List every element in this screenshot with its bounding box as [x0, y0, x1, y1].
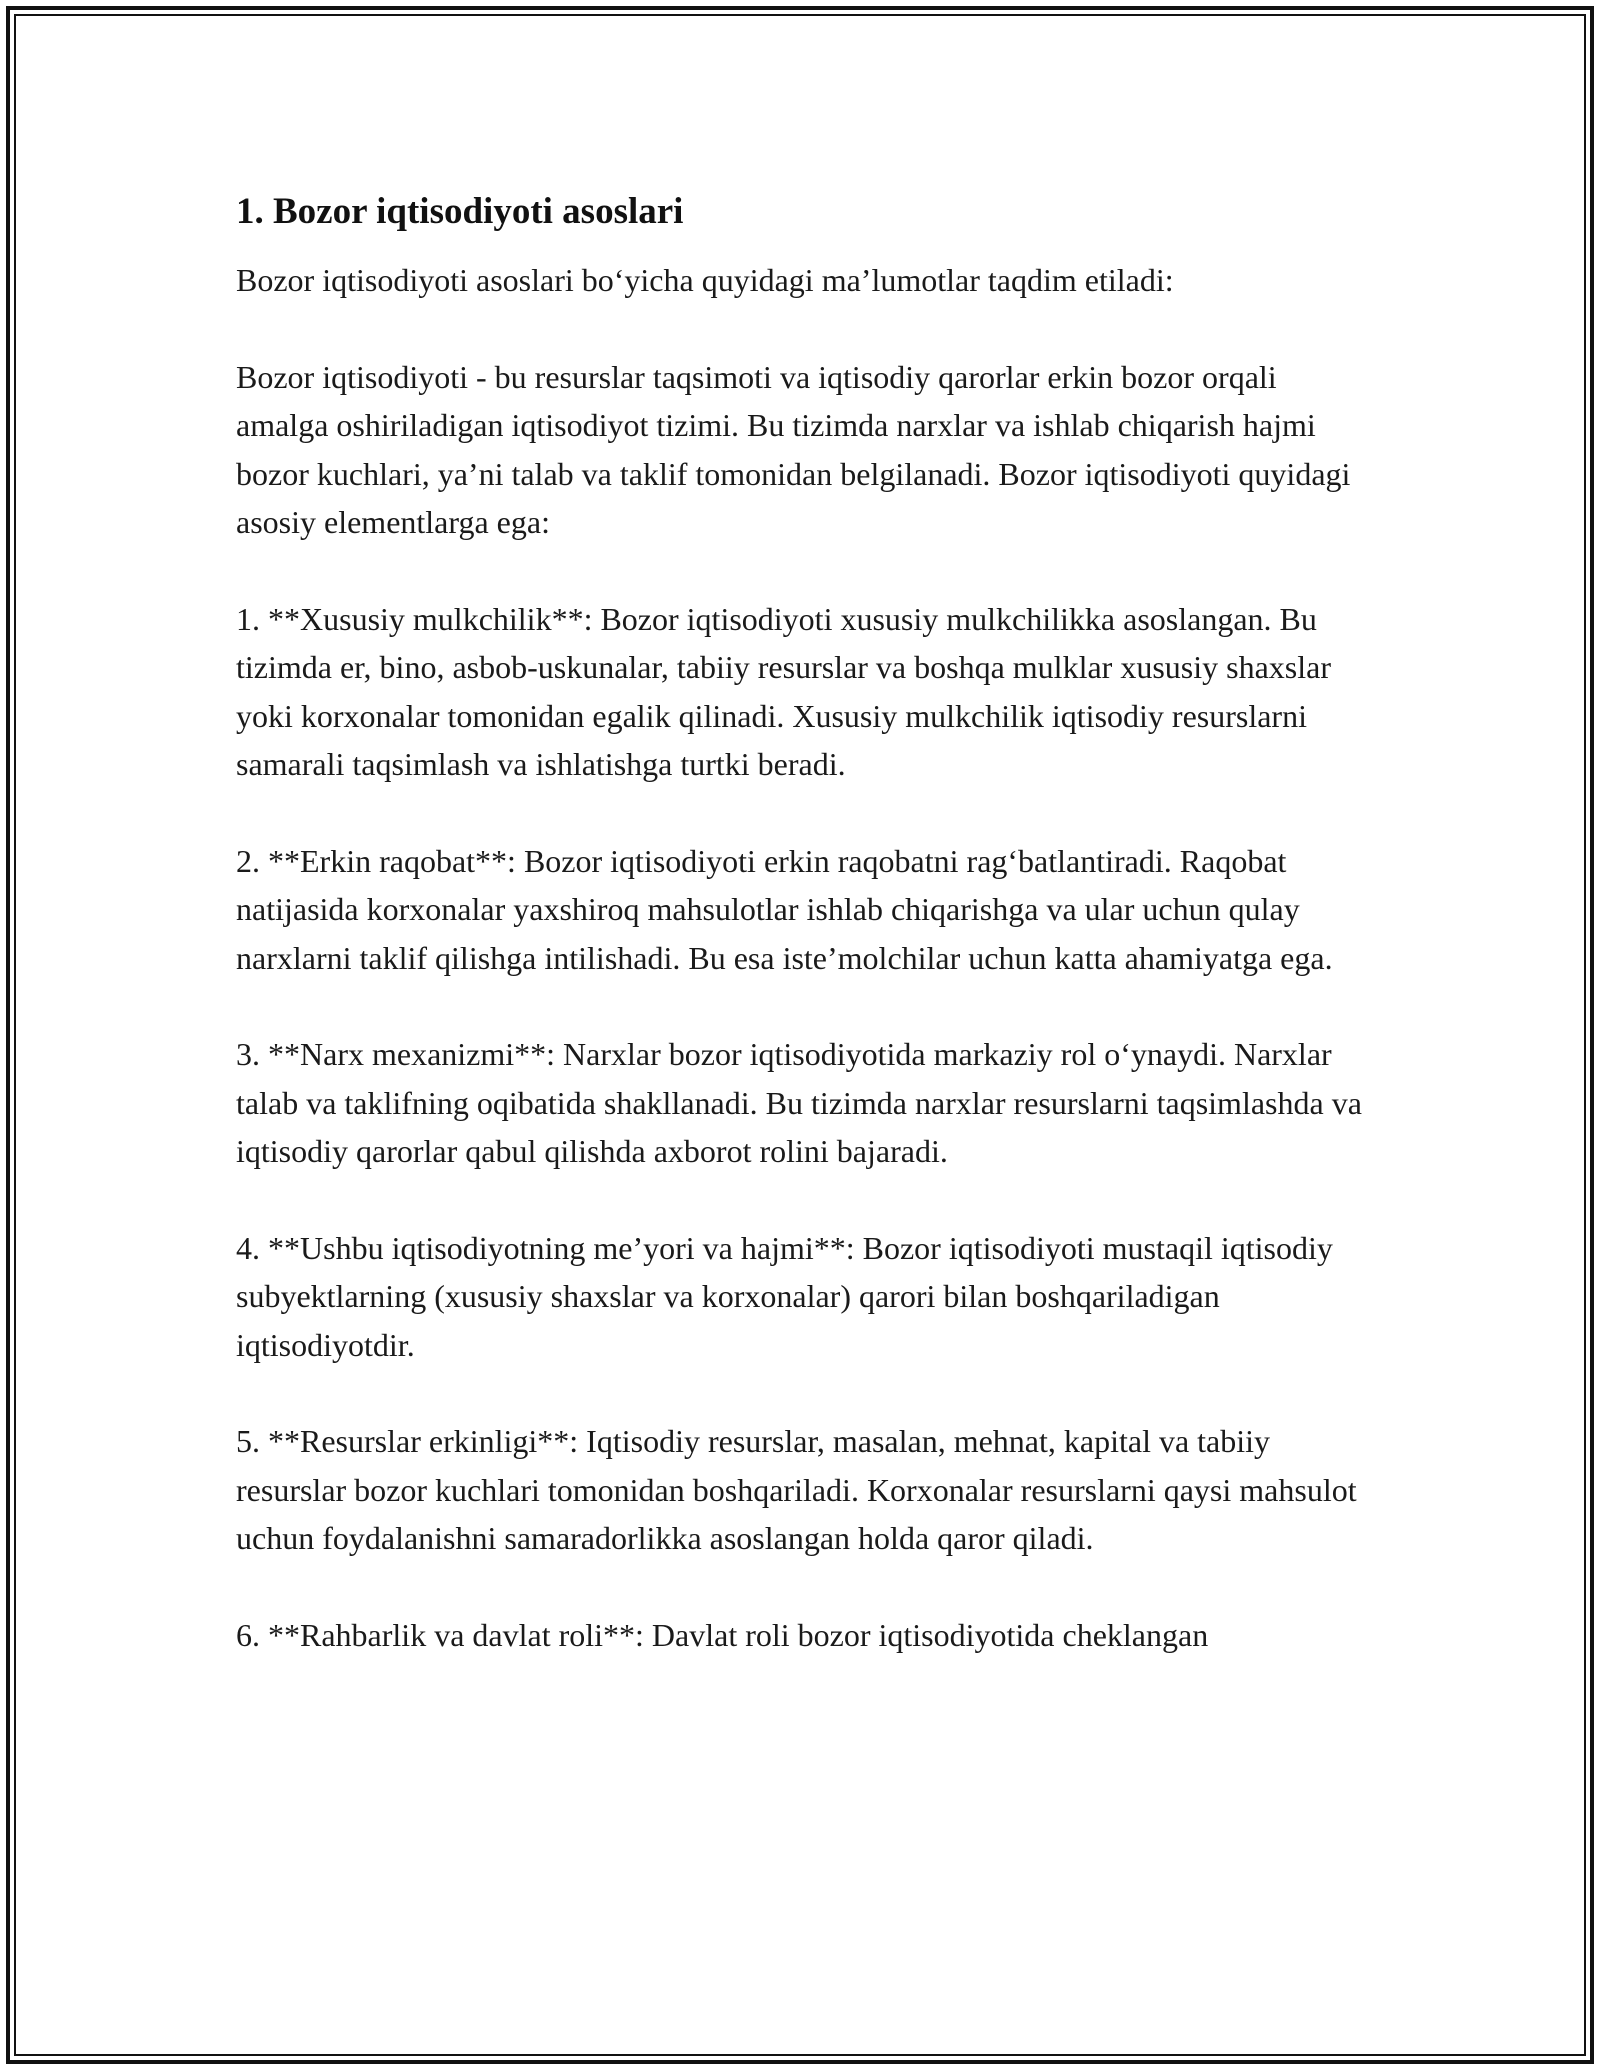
list-item-resource-freedom: 5. **Resurslar erkinligi**: Iqtisodiy resurslar, masalan, mehnat, kapital va tabiiy resurslar bozor kuchlari tomonidan boshqariladi. Korxonalar resurslarni qaysi mahsulot uchun foydalanishni samaradorlikka asoslangan holda qaror qiladi.	[236, 1423, 1357, 1556]
document-body	[236, 186, 1376, 1707]
list-item-state-role: 6. **Rahbarlik va davlat roli**: Davlat roli bozor iqtisodiyotida cheklangan	[236, 1616, 1209, 1653]
definition-paragraph: Bozor iqtisodiyoti - bu resurslar taqsimoti va iqtisodiy qarorlar erkin bozor orqali amalga oshiriladigan iqtisodiyot tizimi. Bu tizimda narxlar va ishlab chiqarish hajmi bozor kuchlari, ya’ni talab va taklif tomonidan belgilanadi. Bozor iqtisodiyoti quyidagi asosiy elementlarga ega:	[236, 358, 1351, 540]
intro-paragraph: Bozor iqtisodiyoti asoslari bo‘yicha quyidagi ma’lumotlar taqdim etiladi:	[236, 262, 1174, 298]
list-item-price-mechanism: 3. **Narx mexanizmi**: Narxlar bozor iqtisodiyotida markaziy rol o‘ynaydi. Narxlar talab va taklifning oqibatida shakllanadi. Bu tizimda narxlar resurslarni taqsimlashda va iqtisodiy qarorlar qabul qilishda axborot rolini bajaradi.	[236, 1036, 1362, 1169]
list-item-private-property: 1. **Xususiy mulkchilik**: Bozor iqtisodiyoti xususiy mulkchilikka asoslangan. Bu tizimda er, bino, asbob-uskunalar, tabiiy resurslar va boshqa mulklar xususiy shaxslar yoki korxonalar tomonidan egalik qilinadi. Xususiy mulkchilik iqtisodiy resurslarni samarali taqsimlash va ishlatishga turtki beradi.	[236, 600, 1331, 782]
list-item-economy-norm-volume: 4. **Ushbu iqtisodiyotning me’yori va hajmi**: Bozor iqtisodiyoti mustaqil iqtisodiy subyektlarning (xususiy shaxslar va korxonalar) qarori bilan boshqariladigan iqtisodiyotdir.	[236, 1229, 1333, 1363]
list-item-free-competition: 2. **Erkin raqobat**: Bozor iqtisodiyoti erkin raqobatni rag‘batlantiradi. Raqobat natijasida korxonalar yaxshiroq mahsulotlar ishlab chiqarishga va ular uchun qulay narxlarni taklif qilishga intilishadi. Bu esa iste’molchilar uchun katta ahamiyatga ega.	[236, 842, 1333, 976]
section-heading: 1. Bozor iqtisodiyoti asoslari	[236, 191, 684, 232]
